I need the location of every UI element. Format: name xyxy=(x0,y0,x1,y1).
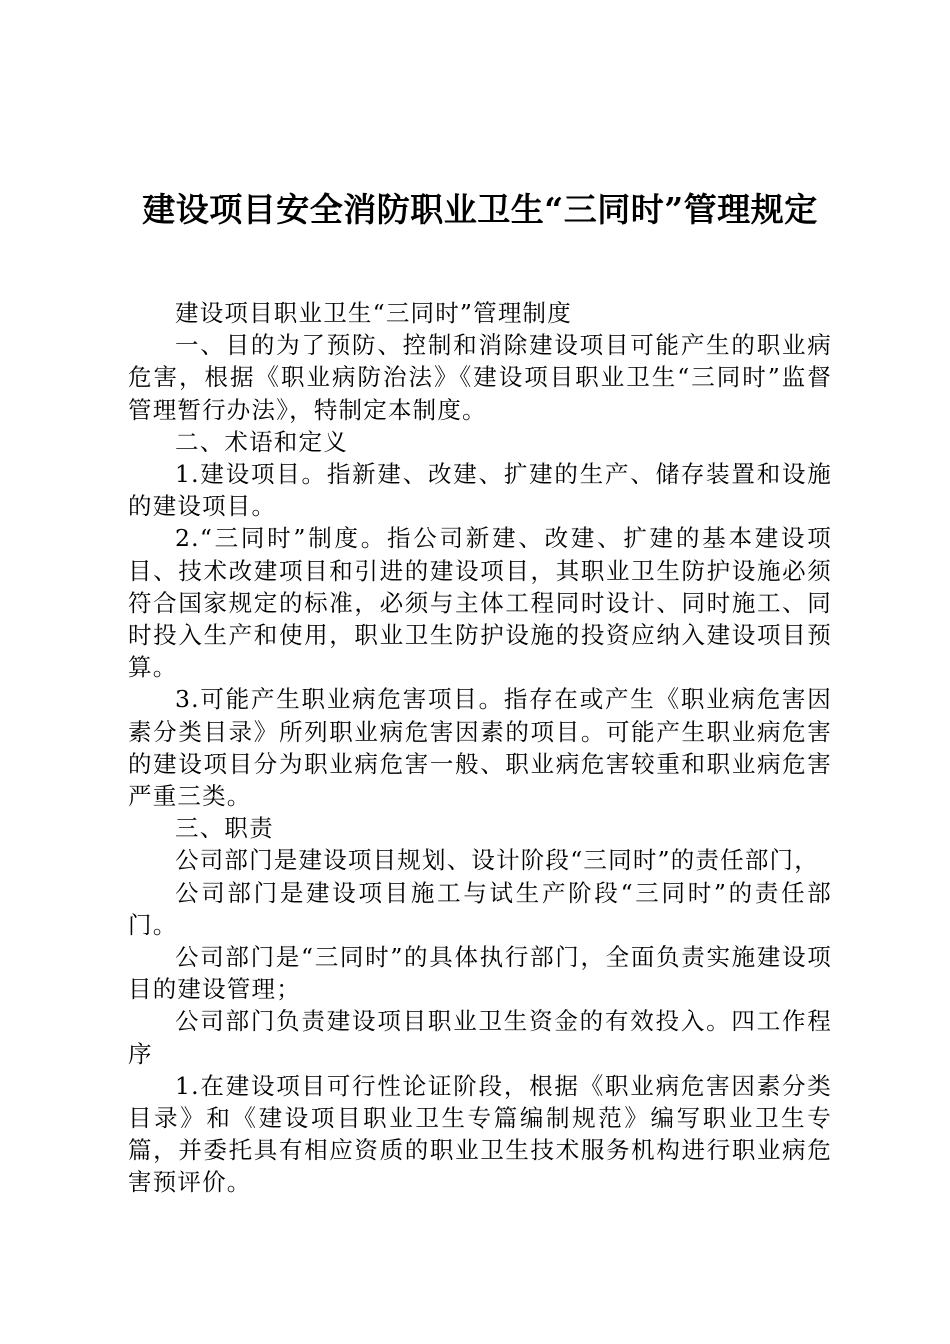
document-title: 建设项目安全消防职业卫生“三同时”管理规定 xyxy=(142,190,818,229)
document-body xyxy=(128,297,832,1199)
paragraph-subtitle: 建设项目职业卫生“三同时”管理制度 xyxy=(175,299,572,327)
paragraph-definition-2: 2.“三同时”制度。指公司新建、改建、扩建的基本建设项目、技术改建项目和引进的建设项目，其职业卫生防护设施必须符合国家规定的标准，必须与主体工程同时设计、同时施工、同时投入生产和使用，职业卫生防护设施的投资应纳入建设项目预算。 xyxy=(128,524,832,682)
heading-definitions: 二、术语和定义 xyxy=(175,427,348,456)
paragraph-procedure-1: 1.在建设项目可行性论证阶段，根据《职业病危害因素分类目录》和《建设项目职业卫生专篇编制规范》编写职业卫生专篇，并委托具有相应资质的职业卫生技术服务机构进行职业病危害预评价。 xyxy=(128,1071,832,1197)
paragraph-responsibility-3: 公司部门是“三同时”的具体执行部门，全面负责实施建设项目的建设管理； xyxy=(128,943,832,1004)
paragraph-responsibility-4: 公司部门负责建设项目职业卫生资金的有效投入。四工作程序 xyxy=(128,1007,832,1068)
paragraph-purpose: 一、目的为了预防、控制和消除建设项目可能产生的职业病危害，根据《职业病防治法》《建设项目职业卫生“三同时”监督管理暂行办法》，特制定本制度。 xyxy=(128,331,832,424)
paragraph-definition-3: 3.可能产生职业病危害项目。指存在或产生《职业病危害因素分类目录》所列职业病危害因素的项目。可能产生职业病危害的建设项目分为职业病危害一般、职业病危害较重和职业病危害严重三类。 xyxy=(128,685,832,811)
heading-responsibilities: 三、职责 xyxy=(175,814,274,843)
paragraph-responsibility-1: 公司部门是建设项目规划、设计阶段“三同时”的责任部门， xyxy=(175,846,819,875)
paragraph-definition-1: 1.建设项目。指新建、改建、扩建的生产、储存装置和设施的建设项目。 xyxy=(128,460,832,521)
paragraph-responsibility-2: 公司部门是建设项目施工与试生产阶段“三同时”的责任部门。 xyxy=(128,878,832,939)
